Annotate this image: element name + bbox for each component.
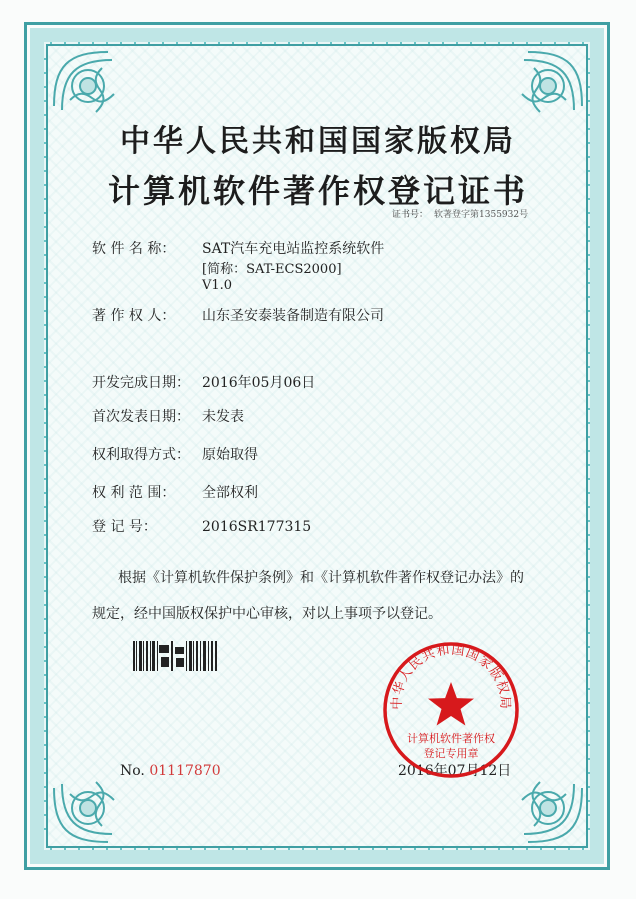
field-value: 原始取得 (202, 447, 258, 463)
cert-no-label: 证书号： (392, 210, 429, 220)
field-value: 2016年05月06日 (202, 375, 316, 391)
field-copyright-owner (92, 305, 384, 325)
serial-value: 01117870 (149, 763, 221, 779)
issuer-title: 中华人民共和国国家版权局 (120, 124, 516, 159)
field-acquisition-method (92, 444, 258, 464)
statement-line-2: 规定，经中国版权保护中心审核，对以上事项予以登记。 (92, 606, 442, 622)
cert-no-value: 软著登字第1355932号 (434, 210, 529, 220)
field-registration-no (92, 516, 311, 536)
field-label: 权利取得方式： (92, 447, 190, 463)
certificate-number (392, 207, 528, 220)
field-completion-date (92, 372, 315, 392)
statement-line-1: 根据《计算机软件保护条例》和《计算机软件著作权登记办法》的 (118, 570, 524, 586)
field-value: 山东圣安泰装备制造有限公司 (202, 308, 384, 324)
field-value: 全部权利 (202, 485, 258, 501)
svg-text:登记专用章: 登记专用章 (423, 747, 479, 760)
field-label: 著 作 权 人： (92, 308, 176, 324)
issue-date: 2016年07月12日 (398, 763, 512, 779)
field-label: 权 利 范 围： (92, 485, 176, 501)
field-short-name: [简称：SAT-ECS2000] (202, 262, 342, 277)
svg-text:中华人民共和国国家版权局: 中华人民共和国国家版权局 (389, 642, 513, 710)
field-first-publish-date (92, 406, 244, 426)
field-version: V1.0 (202, 278, 233, 293)
field-value: SAT汽车充电站监控系统软件 (202, 241, 385, 257)
certificate-title: 计算机软件著作权登记证书 (107, 172, 528, 210)
field-rights-scope (92, 482, 258, 502)
field-label: 开发完成日期： (92, 375, 190, 391)
barcode-icon (133, 641, 217, 671)
official-seal-icon (381, 640, 521, 780)
field-software-name (92, 238, 384, 258)
serial-prefix: No. (120, 763, 145, 779)
field-label: 登 记 号： (92, 519, 157, 535)
svg-text:计算机软件著作权: 计算机软件著作权 (407, 732, 495, 745)
serial-number (120, 763, 221, 779)
field-value: 2016SR177315 (202, 519, 312, 535)
field-label: 软 件 名 称： (92, 241, 176, 257)
field-label: 首次发表日期： (92, 409, 190, 425)
field-value: 未发表 (202, 409, 244, 425)
